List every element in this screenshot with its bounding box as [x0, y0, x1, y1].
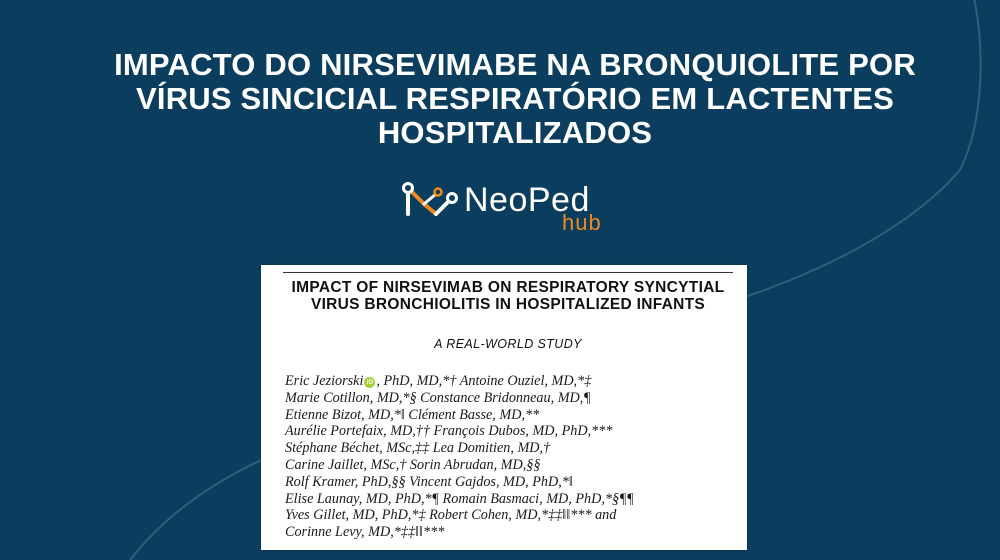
- paper-excerpt-image: [261, 265, 747, 550]
- neoped-network-icon: [400, 180, 460, 222]
- orcid-icon[interactable]: iD: [364, 377, 375, 388]
- author-line: Marie Cotillon, MD,*§ Constance Bridonneau, MD,¶: [285, 389, 591, 406]
- author-name: Eric Jeziorski: [285, 373, 364, 389]
- logo-name: NeoPed: [464, 181, 590, 219]
- author-line: Carine Jaillet, MSc,† Sorin Abrudan, MD,§§: [285, 456, 541, 473]
- author-line: Elise Launay, MD, PhD,*¶ Romain Basmaci, MD, PhD,*§¶¶: [285, 490, 634, 507]
- slide-title: IMPACTO DO NIRSEVIMABE NA BRONQUIOLITE POR VÍRUS SINCICIAL RESPIRATÓRIO EM LACTENTES HOSPITALIZADOS: [114, 47, 916, 150]
- author-line: Stéphane Béchet, MSc,‡‡ Lea Domitien, MD,†: [285, 440, 551, 457]
- author-credentials: , PhD, MD,*† Antoine Ouziel, MD,*‡: [376, 373, 592, 389]
- author-list: [285, 373, 745, 541]
- paper-top-rule: [283, 272, 733, 273]
- author-line: Yves Gillet, MD, PhD,*‡ Robert Cohen, MD,*‡‡‖‖*** and: [285, 507, 617, 524]
- author-line: [285, 373, 745, 390]
- paper-title: IMPACT OF NIRSEVIMAB ON RESPIRATORY SYNCYTIAL VIRUS BRONCHIOLITIS IN HOSPITALIZED INFANTS: [291, 279, 725, 313]
- author-line: Etienne Bizot, MD,*‖ Clément Basse, MD,**: [285, 406, 540, 423]
- author-line: Aurélie Portefaix, MD,†† François Dubos, MD, PhD,***: [285, 423, 613, 440]
- logo-subtext: hub: [562, 210, 602, 235]
- author-line: Corinne Levy, MD,*‡‡‖‖***: [285, 524, 445, 541]
- author-line: Rolf Kramer, PhD,§§ Vincent Gajdos, MD, PhD,*‖: [285, 473, 573, 490]
- neoped-hub-logo: [400, 178, 615, 240]
- paper-subtitle: A REAL-WORLD STUDY: [434, 337, 582, 351]
